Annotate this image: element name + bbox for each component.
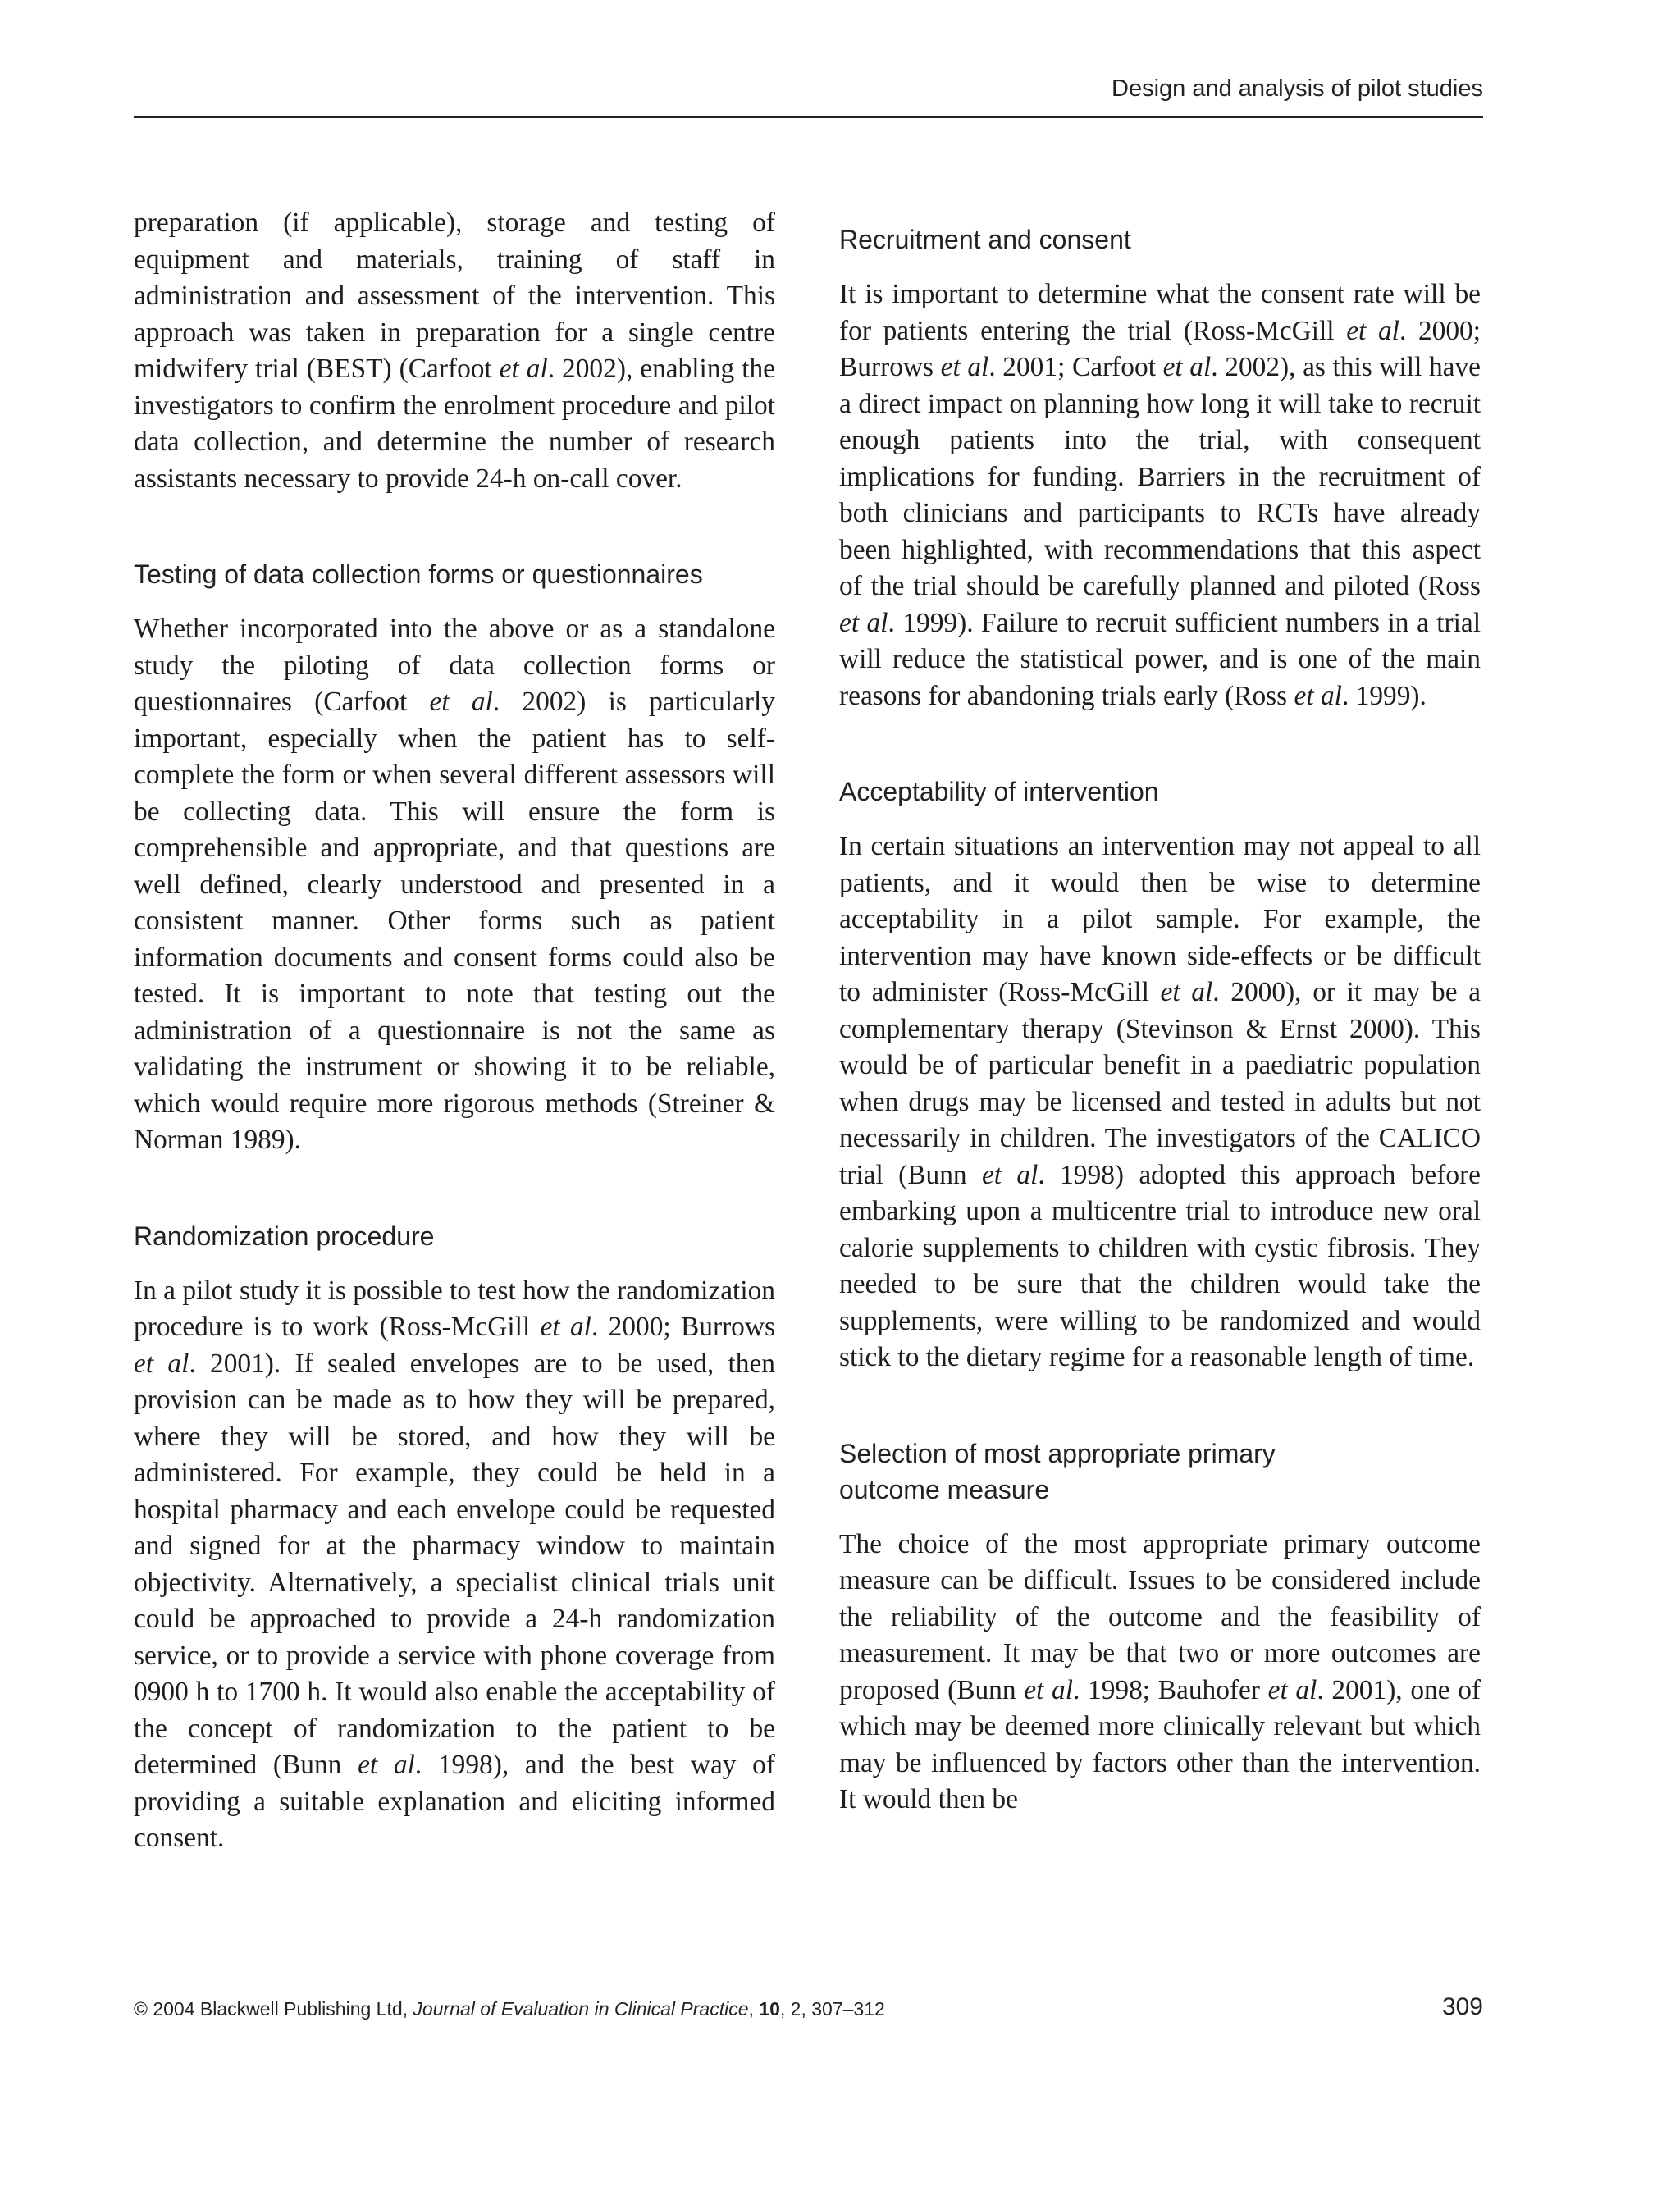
text-run: . 2000), or it may be a complementary therapy (Stevinson & Ernst 2000). This would be of particular benefit in a paediatric population when drugs may be licensed and tested in adults but not necessarily in children. The investigators of the CALICO trial (Bunn	[839, 977, 1481, 1190]
heading-selection-line2: outcome measure	[839, 1474, 1050, 1504]
citation-line: © 2004 Blackwell Publishing Ltd, Journal of Evaluation in Clinical Practice, 10, 2, 307–312	[134, 1998, 885, 2020]
journal-name: Journal of Evaluation in Clinical Practice	[413, 1998, 749, 2020]
heading-selection-line1: Selection of most appropriate primary	[839, 1438, 1276, 1468]
citation-et-al: et al	[429, 687, 493, 717]
paragraph-recruitment	[839, 276, 1481, 714]
heading-acceptability: Acceptability of intervention	[839, 777, 1159, 806]
text-run: . 1999).	[1341, 680, 1427, 711]
citation-et-al: et al	[940, 352, 989, 382]
text-run: . 2002) is particularly important, especially when the patient has to self-complete the form or when several different assessors will be collecting data. This will ensure the form is comprehensible and appropriate, and that questions are well defined, clearly understood and presented in a consistent manner. Other forms such as patient information documents and consent forms could also be tested. It is important to note that testing out the administration of a questionnaire is not the same as validating the instrument or showing it to be reliable, which would require more rigorous methods (Streiner & Norman 1989).	[134, 687, 775, 1155]
copyright: © 2004 Blackwell Publishing Ltd,	[134, 1998, 413, 2020]
text-run: . 1998) adopted this approach before embarking upon a multicentre trial to introduce new oral calorie supplements to children with cystic fibrosis. They needed to be sure that the children would take the supplements, were willing to be randomized and would stick to the dietary regime for a reasonable length of time.	[839, 1159, 1481, 1372]
volume: 10	[759, 1998, 780, 2020]
citation-et-al: et al	[358, 1750, 415, 1780]
paragraph-intro	[134, 205, 775, 497]
citation-et-al: et al	[134, 1348, 189, 1379]
citation-et-al: et al	[1267, 1674, 1317, 1705]
text-run: In certain situations an intervention may not appeal to all patients, and it would then be wise to determine acceptability in a pilot sample. For example, the intervention may have known side-effects or be difficult to administer (Ross-McGill	[839, 831, 1481, 1007]
text-run: . 2000; Burrows	[839, 315, 1481, 382]
citation-et-al: et al	[981, 1159, 1039, 1190]
heading-recruitment: Recruitment and consent	[839, 225, 1131, 254]
text-run: . 2000; Burrows	[591, 1312, 775, 1342]
text-run: . 1998), and the best way of providing a suitable explanation and eliciting informed consent.	[134, 1750, 775, 1853]
heading-randomization: Randomization procedure	[134, 1221, 435, 1251]
text-run: . 1999). Failure to recruit sufficient numbers in a trial will reduce the statistical power, and is one of the main reasons for abandoning trials early (Ross	[839, 607, 1481, 711]
issue-pages: , 2, 307–312	[779, 1998, 885, 2020]
paragraph-acceptability	[839, 828, 1481, 1376]
text-run: . 2002), enabling the investigators to confirm the enrolment procedure and pilot data collection, and determine the number of research assistants necessary to provide 24-h on-call cover.	[134, 354, 775, 494]
citation-et-al: et al	[1162, 352, 1212, 382]
citation-et-al: et al	[499, 354, 548, 384]
text-run: . 2001), one of which may be deemed more clinically relevant but which may be influenced by factors other than the intervention. It would then be	[839, 1674, 1481, 1814]
citation-et-al: et al	[839, 607, 888, 638]
citation-et-al: et al	[540, 1312, 591, 1342]
text-run: . 1998; Bauhofer	[1072, 1674, 1268, 1705]
citation-et-al: et al	[1024, 1674, 1073, 1705]
text-run: . 2001; Carfoot	[988, 352, 1163, 382]
citation-et-al: et al	[1160, 977, 1213, 1007]
paragraph-testing-forms	[134, 611, 775, 1159]
text-run: . 2001). If sealed envelopes are to be used, then provision can be made as to how they will be prepared, where they will be stored, and how they will be administered. For example, they could be held in a hospital pharmacy and each envelope could be requested and signed for at the pharmacy window to maintain objectivity. Alternatively, a specialist clinical trials unit could be approached to provide a 24-h randomization service, or to provide a service with phone coverage from 0900 h to 1700 h. It would also enable the acceptability of the concept of randomization to the patient to be determined (Bunn	[134, 1348, 775, 1780]
paragraph-randomization	[134, 1273, 775, 1857]
right-column	[839, 221, 1481, 1819]
paragraph-selection	[839, 1527, 1481, 1819]
running-title: Design and analysis of pilot studies	[1112, 75, 1483, 102]
left-column	[134, 205, 775, 1857]
heading-selection	[839, 1435, 1481, 1508]
header-rule	[134, 116, 1483, 118]
text-run: The choice of the most appropriate primary outcome measure can be difficult. Issues to be considered include the reliability of the outcome and the feasibility of measurement. It may be that two or more outcomes are proposed (Bunn	[839, 1528, 1481, 1705]
text-run: In a pilot study it is possible to test how the randomization procedure is to work (Ross-McGill	[134, 1275, 775, 1342]
text-run: preparation (if applicable), storage and testing of equipment and materials, training of staff in administration and assessment of the intervention. This approach was taken in preparation for a single centre midwifery trial (BEST) (Carfoot	[134, 208, 775, 384]
text-run: . 2002), as this will have a direct impact on planning how long it will take to recruit enough patients into the trial, with consequent implications for funding. Barriers in the recruitment of both clinicians and participants to RCTs have already been highlighted, with recommendations that this aspect of the trial should be carefully planned and piloted (Ross	[839, 352, 1481, 601]
page-number: 309	[1441, 1993, 1483, 2020]
text-run: Whether incorporated into the above or as a standalone study the piloting of data collection forms or questionnaires (Carfoot	[134, 614, 775, 717]
heading-testing-forms: Testing of data collection forms or questionnaires	[134, 559, 703, 589]
citation-et-al: et al	[1346, 315, 1399, 346]
text-run: It is important to determine what the consent rate will be for patients entering the trial (Ross-McGill	[839, 279, 1481, 346]
citation-et-al: et al	[1294, 680, 1342, 711]
